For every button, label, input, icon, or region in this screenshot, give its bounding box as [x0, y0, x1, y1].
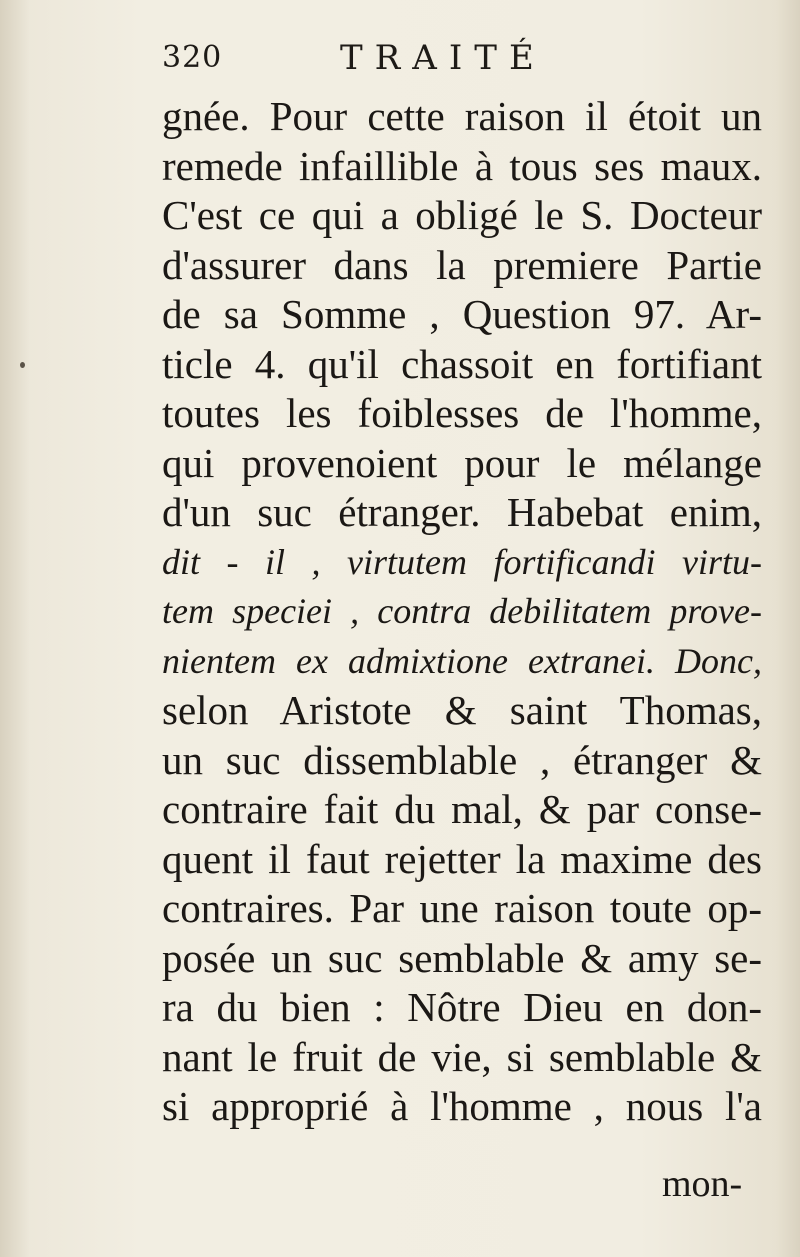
text-line: contraire fait du mal, & par conse-	[162, 786, 762, 832]
text-line: toutes les foiblesses de l'homme,	[162, 390, 762, 436]
text-line: contraires. Par une raison toute op-	[162, 885, 762, 931]
running-head	[162, 40, 762, 90]
text-line: ticle 4. qu'il chassoit en fortifiant	[162, 340, 762, 387]
page-number: 320	[162, 40, 223, 75]
text-line: d'un suc étranger. Habebat enim,	[162, 489, 762, 535]
text-line: selon Aristote & saint Thomas,	[162, 687, 762, 733]
catchword: mon-	[662, 1163, 743, 1205]
ink-speck	[20, 362, 25, 368]
text-line: nant le fruit de vie, si semblable &	[162, 1033, 762, 1080]
text-line: quent il faut rejetter la maxime des	[162, 835, 762, 882]
text-line: qui provenoient pour le mélange	[162, 439, 762, 486]
text-line: gnée. Pour cette raison il étoit un	[162, 93, 762, 139]
running-title: TRAITÉ	[340, 38, 546, 78]
body-text	[162, 92, 762, 1132]
text-line: d'assurer dans la premiere Partie	[162, 241, 762, 288]
gutter-shadow	[0, 0, 30, 1257]
text-line: ra du bien : Nôtre Dieu en don-	[162, 984, 762, 1030]
text-line-italic: tem speciei , contra debilitatem prove-	[162, 591, 762, 631]
text-line: remede infaillible à tous ses maux.	[162, 142, 762, 189]
text-line: posée un suc semblable & amy se-	[162, 934, 762, 981]
text-line: un suc dissemblable , étranger &	[162, 736, 762, 783]
text-line: si approprié à l'homme , nous l'a	[162, 1083, 762, 1129]
text-line-italic: dit - il , virtutem fortificandi virtu-	[162, 541, 762, 582]
text-line-italic: nientem ex admixtione extranei. Donc,	[162, 640, 762, 681]
text-line: C'est ce qui a obligé le S. Docteur	[162, 192, 762, 238]
text-line: de sa Somme , Question 97. Ar-	[162, 291, 762, 337]
